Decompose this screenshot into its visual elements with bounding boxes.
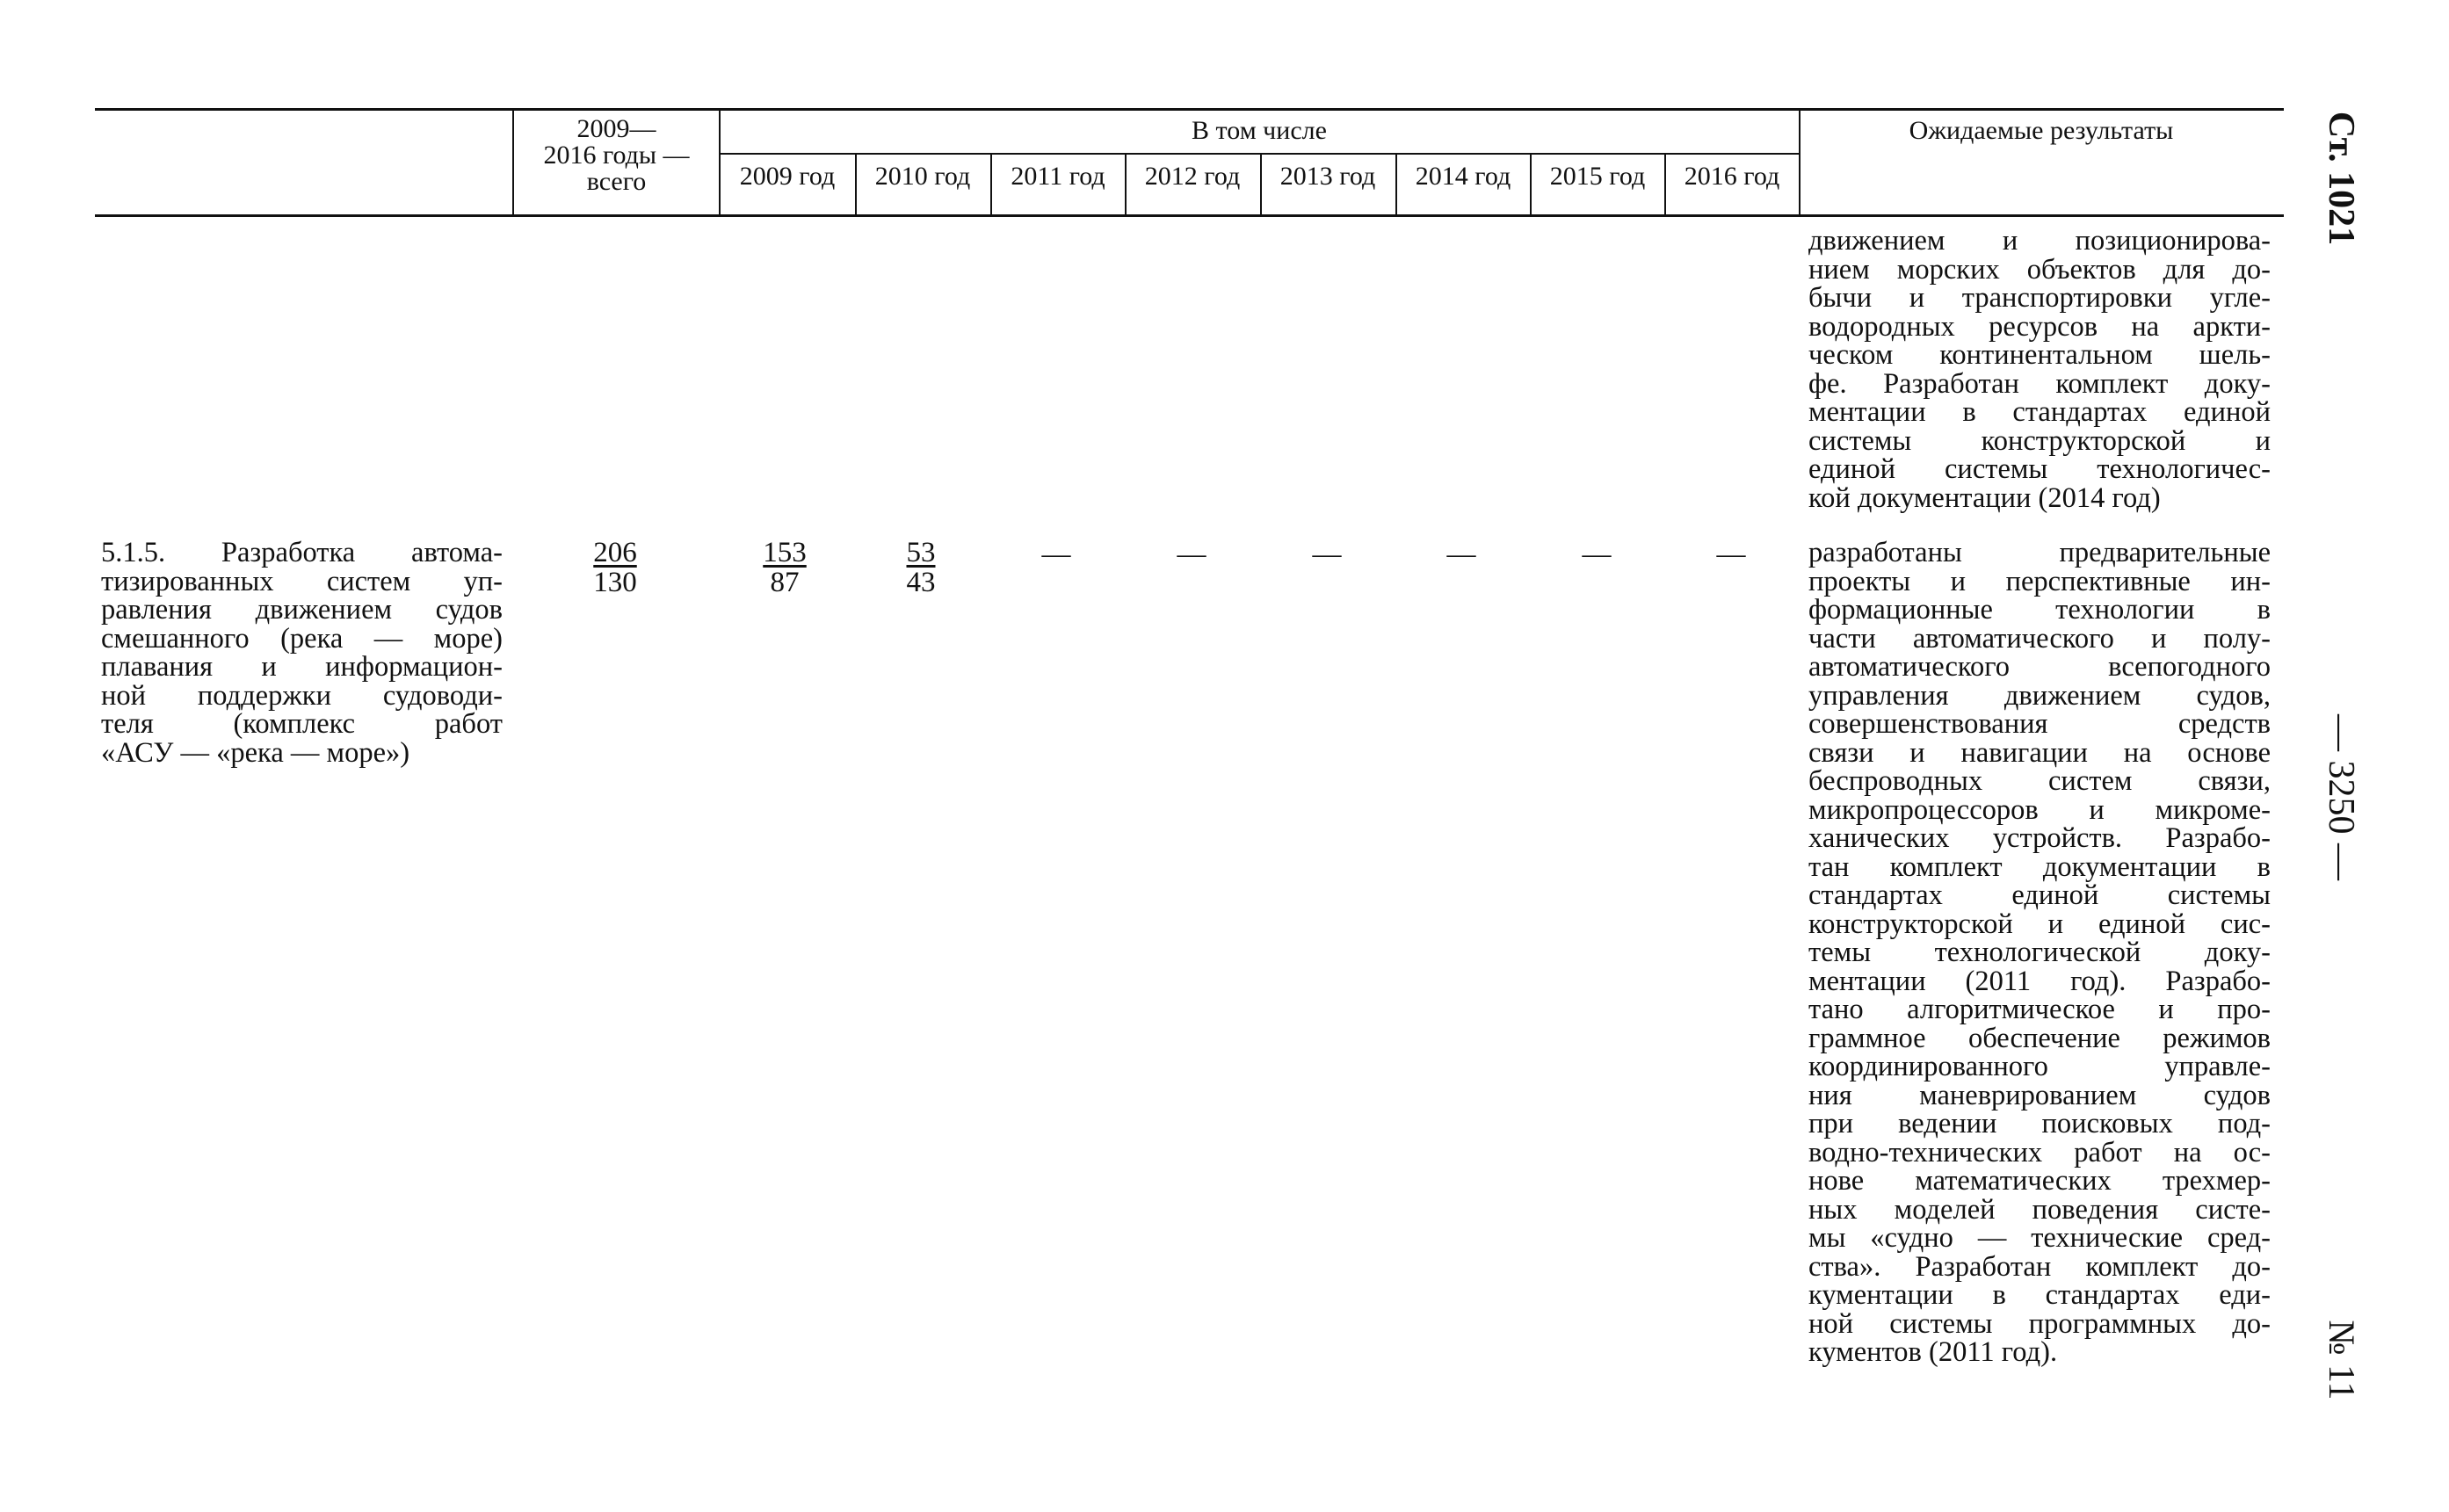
text-line: «АСУ — «река — море»): [101, 736, 410, 769]
task-2016-dash: —: [1716, 539, 1746, 570]
text-line: стандартах единой системы: [1808, 879, 2271, 911]
header-year-2014: 2014 год: [1415, 162, 1511, 191]
page-number: — 3250 —: [2321, 714, 2361, 880]
text-line: теля (комплекс работ: [101, 708, 503, 740]
continued-results-text: [1808, 227, 2271, 512]
task-expected-results: [1808, 539, 2271, 1367]
article-reference: Ст. 1021: [2321, 111, 2361, 246]
text-line: водно-технических работ на ос-: [1808, 1136, 2271, 1168]
text-line: движением и позиционирова-: [1808, 225, 2271, 257]
text-line: системы конструкторской и: [1808, 424, 2271, 457]
text-line: ментации в стандартах единой: [1808, 396, 2271, 428]
text-line: координированного управле-: [1808, 1051, 2271, 1082]
header-year-2009: 2009 год: [739, 162, 836, 191]
text-line: единой системы технологичес-: [1808, 453, 2271, 485]
text-line: конструкторской и единой сис-: [1808, 908, 2271, 940]
y2010-numerator: 53: [906, 537, 936, 568]
text-line: ческом континентальном шель-: [1808, 339, 2271, 371]
years-divider-rule: [720, 153, 1799, 155]
total-numerator: 206: [593, 537, 637, 568]
task-2009-value: [736, 538, 833, 597]
text-line: кой документации (2014 год): [1808, 481, 2161, 514]
task-2012-dash: —: [1177, 539, 1206, 570]
text-line: при ведении поисковых под-: [1808, 1108, 2271, 1139]
task-2011-dash: —: [1041, 539, 1071, 570]
text-line: микропроцессоров и микроме-: [1808, 793, 2271, 826]
text-line: совершенствования средств: [1808, 708, 2271, 740]
header-total-line: всего: [586, 167, 647, 196]
y2010-denominator: 43: [906, 567, 936, 598]
text-line: ных моделей поведения систе-: [1808, 1193, 2271, 1226]
text-line: связи и навигации на основе: [1808, 736, 2271, 769]
text-line: беспроводных систем связи,: [1808, 765, 2271, 797]
text-line: проекты и перспективные ин-: [1808, 565, 2271, 597]
text-line: части автоматического и полу-: [1808, 622, 2271, 655]
task-2015-dash: —: [1582, 539, 1612, 570]
y2009-denominator: 87: [770, 567, 800, 598]
header-including: В том числе: [1192, 116, 1327, 145]
text-line: ния маневрированием судов: [1808, 1079, 2271, 1111]
y2009-numerator: 153: [763, 537, 807, 568]
header-year-2016: 2016 год: [1684, 162, 1780, 191]
text-line: разработаны предварительные: [1808, 537, 2271, 568]
text-line: 5.1.5. Разработка автома-: [101, 537, 503, 568]
table-top-rule: [95, 108, 2284, 111]
table-header-bottom-rule: [95, 214, 2284, 217]
task-2010-value: [873, 538, 969, 597]
text-line: кументации в стандартах еди-: [1808, 1279, 2271, 1311]
text-line: равления движением судов: [101, 594, 503, 626]
header-year-2013: 2013 год: [1279, 162, 1376, 191]
text-line: автоматического всепогодного: [1808, 651, 2271, 683]
issue-number: № 11: [2321, 1320, 2361, 1400]
text-line: тан комплект документации в: [1808, 850, 2271, 883]
header-total-2009-2016: [513, 116, 720, 195]
text-line: тано алгоритмическое и про-: [1808, 994, 2271, 1025]
header-year-2015: 2015 год: [1549, 162, 1646, 191]
text-line: тизированных систем уп-: [101, 565, 503, 597]
task-2013-dash: —: [1312, 539, 1342, 570]
task-total-value: [567, 538, 663, 597]
task-description: [101, 539, 503, 767]
text-line: ментации (2011 год). Разрабо-: [1808, 965, 2271, 997]
text-line: водородных ресурсов на аркти-: [1808, 310, 2271, 343]
text-line: ной системы программных до-: [1808, 1307, 2271, 1340]
text-line: формационные технологии в: [1808, 594, 2271, 626]
text-line: темы технологической доку-: [1808, 937, 2271, 968]
total-denominator: 130: [593, 567, 637, 598]
text-line: плавания и информацион-: [101, 651, 503, 683]
text-line: нове математических трехмер-: [1808, 1165, 2271, 1197]
header-expected-results: Ожидаемые результаты: [1909, 116, 2174, 145]
text-line: мы «судно — технические сред-: [1808, 1222, 2271, 1254]
header-year-2011: 2011 год: [1011, 162, 1105, 191]
text-line: нием морских объектов для до-: [1808, 253, 2271, 286]
text-line: граммное обеспечение режимов: [1808, 1022, 2271, 1054]
task-2014-dash: —: [1446, 539, 1476, 570]
text-line: кументов (2011 год).: [1808, 1336, 2058, 1368]
text-line: ной поддержки судоводи-: [101, 679, 503, 712]
text-line: бычи и транспортировки угле-: [1808, 282, 2271, 314]
header-year-2010: 2010 год: [874, 162, 971, 191]
text-line: смешанного (река — море): [101, 622, 503, 655]
text-line: фе. Разработан комплект доку-: [1808, 367, 2271, 400]
text-line: управления движением судов,: [1808, 679, 2271, 712]
header-total-line: 2009—: [576, 114, 656, 143]
text-line: ханических устройств. Разрабо-: [1808, 822, 2271, 854]
text-line: ства». Разработан комплект до-: [1808, 1250, 2271, 1283]
header-total-line: 2016 годы —: [543, 141, 690, 170]
header-year-2012: 2012 год: [1144, 162, 1241, 191]
